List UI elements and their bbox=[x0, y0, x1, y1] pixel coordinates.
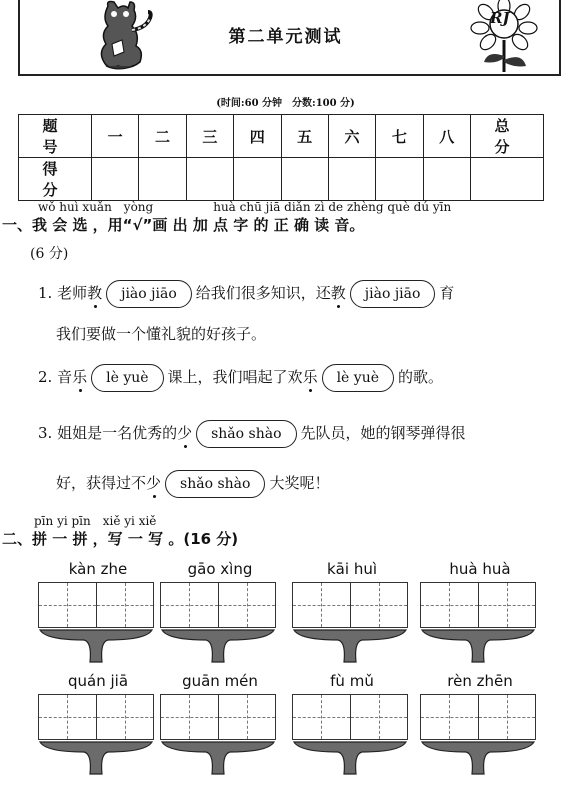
score-input-cell[interactable] bbox=[471, 158, 544, 201]
score-input-cell[interactable] bbox=[234, 158, 281, 201]
question-1-line2: 我们要做一个懂礼貌的好孩子。 bbox=[56, 325, 267, 343]
grid-stand-decoration bbox=[292, 740, 408, 776]
section1-title: 一、我 会 选 ，用“√”画 出 加 点 字 的 正 确 读 音。 bbox=[2, 216, 365, 234]
writing-grid[interactable] bbox=[160, 694, 276, 740]
grid-stand-decoration bbox=[38, 740, 154, 776]
grid-cell[interactable] bbox=[219, 583, 276, 627]
score-input-cell[interactable] bbox=[328, 158, 375, 201]
grid-cell[interactable] bbox=[161, 583, 219, 627]
grid-cell[interactable] bbox=[219, 695, 276, 739]
writing-item bbox=[292, 560, 412, 668]
table-cell: 得 分 bbox=[19, 158, 92, 201]
word-pinyin: kàn zhe bbox=[68, 560, 128, 578]
grid-cell[interactable] bbox=[351, 583, 408, 627]
table-row bbox=[19, 115, 544, 158]
table-cell: 一 bbox=[92, 115, 139, 158]
table-cell: 六 bbox=[328, 115, 375, 158]
grid-stand-decoration bbox=[160, 740, 276, 776]
table-cell: 四 bbox=[234, 115, 281, 158]
grid-stand-decoration bbox=[160, 628, 276, 664]
score-table bbox=[18, 114, 544, 201]
word-pinyin: guān mén bbox=[182, 672, 258, 690]
question-2: 2. 音乐 lè yuè 课上，我们唱起了欢乐 lè yuè 的歌。 bbox=[38, 364, 443, 392]
score-input-cell[interactable] bbox=[376, 158, 423, 201]
score-input-cell[interactable] bbox=[186, 158, 233, 201]
writing-item bbox=[420, 560, 540, 668]
answer-choice-cloud[interactable]: jiào jiāo bbox=[106, 280, 192, 308]
grid-cell[interactable] bbox=[421, 695, 479, 739]
section1-pinyin: wǒ huì xuǎn yòng huà chū jiā diǎn zì de zhèng què dú yīn bbox=[38, 200, 452, 214]
section2-pinyin: pīn yi pīn xiě yi xiě bbox=[34, 514, 157, 528]
writing-grid[interactable] bbox=[38, 694, 154, 740]
section2-title: 二、拼 一 拼 ，写 一 写 。(16 分) bbox=[2, 530, 239, 548]
writing-item bbox=[420, 672, 540, 780]
grid-cell[interactable] bbox=[39, 695, 97, 739]
score-input-cell[interactable] bbox=[281, 158, 328, 201]
question-3: 3. 姐姐是一名优秀的少 shǎo shào 先队员，她的钢琴弹得很 bbox=[38, 420, 466, 448]
grid-stand-decoration bbox=[420, 740, 536, 776]
grid-cell[interactable] bbox=[97, 695, 154, 739]
table-cell: 总 分 bbox=[471, 115, 544, 158]
score-input-cell[interactable] bbox=[139, 158, 186, 201]
table-cell: 二 bbox=[139, 115, 186, 158]
word-pinyin: huà huà bbox=[449, 560, 511, 578]
score-input-cell[interactable] bbox=[92, 158, 139, 201]
answer-choice-cloud[interactable]: jiào jiāo bbox=[350, 280, 436, 308]
grid-cell[interactable] bbox=[351, 695, 408, 739]
page-title: 第二单元测试 bbox=[228, 27, 343, 47]
writing-item bbox=[160, 672, 280, 780]
grid-stand-decoration bbox=[38, 628, 154, 664]
grid-cell[interactable] bbox=[479, 695, 536, 739]
grid-cell[interactable] bbox=[421, 583, 479, 627]
word-pinyin: kāi huì bbox=[327, 560, 377, 578]
word-pinyin: fù mǔ bbox=[330, 672, 374, 690]
writing-item bbox=[38, 560, 158, 668]
grid-cell[interactable] bbox=[161, 695, 219, 739]
grid-stand-decoration bbox=[292, 628, 408, 664]
writing-item bbox=[38, 672, 158, 780]
grid-cell[interactable] bbox=[479, 583, 536, 627]
score-input-cell[interactable] bbox=[423, 158, 470, 201]
answer-choice-cloud[interactable]: shǎo shào bbox=[165, 470, 265, 498]
answer-choice-cloud[interactable]: lè yuè bbox=[91, 364, 163, 392]
word-pinyin: rèn zhēn bbox=[447, 672, 513, 690]
grid-cell[interactable] bbox=[293, 583, 351, 627]
writing-item bbox=[160, 560, 280, 668]
grid-cell[interactable] bbox=[293, 695, 351, 739]
word-pinyin: gāo xìng bbox=[187, 560, 253, 578]
question-1: 1. 老师教 jiào jiāo 给我们很多知识，还教 jiào jiāo 育 bbox=[38, 280, 454, 308]
section1-points: (6 分) bbox=[30, 246, 69, 262]
table-cell: 三 bbox=[186, 115, 233, 158]
writing-grid[interactable] bbox=[420, 694, 536, 740]
table-cell: 八 bbox=[423, 115, 470, 158]
table-row bbox=[19, 158, 544, 201]
edition-badge: RJ bbox=[490, 9, 510, 27]
grid-cell[interactable] bbox=[97, 583, 154, 627]
time-score-info: (时间:60 分钟 分数:100 分) bbox=[216, 98, 355, 109]
grid-cell[interactable] bbox=[39, 583, 97, 627]
table-cell: 题 号 bbox=[19, 115, 92, 158]
writing-grid[interactable] bbox=[160, 582, 276, 628]
grid-stand-decoration bbox=[420, 628, 536, 664]
question-3-line2: 好，获得过不少 shǎo shào 大奖呢！ bbox=[56, 470, 329, 498]
writing-grid[interactable] bbox=[38, 582, 154, 628]
writing-item bbox=[292, 672, 412, 780]
writing-grid[interactable] bbox=[292, 582, 408, 628]
writing-grid[interactable] bbox=[420, 582, 536, 628]
answer-choice-cloud[interactable]: shǎo shào bbox=[196, 420, 296, 448]
writing-grid[interactable] bbox=[292, 694, 408, 740]
table-cell: 五 bbox=[281, 115, 328, 158]
answer-choice-cloud[interactable]: lè yuè bbox=[322, 364, 394, 392]
table-cell: 七 bbox=[376, 115, 423, 158]
word-pinyin: quán jiā bbox=[67, 672, 129, 690]
